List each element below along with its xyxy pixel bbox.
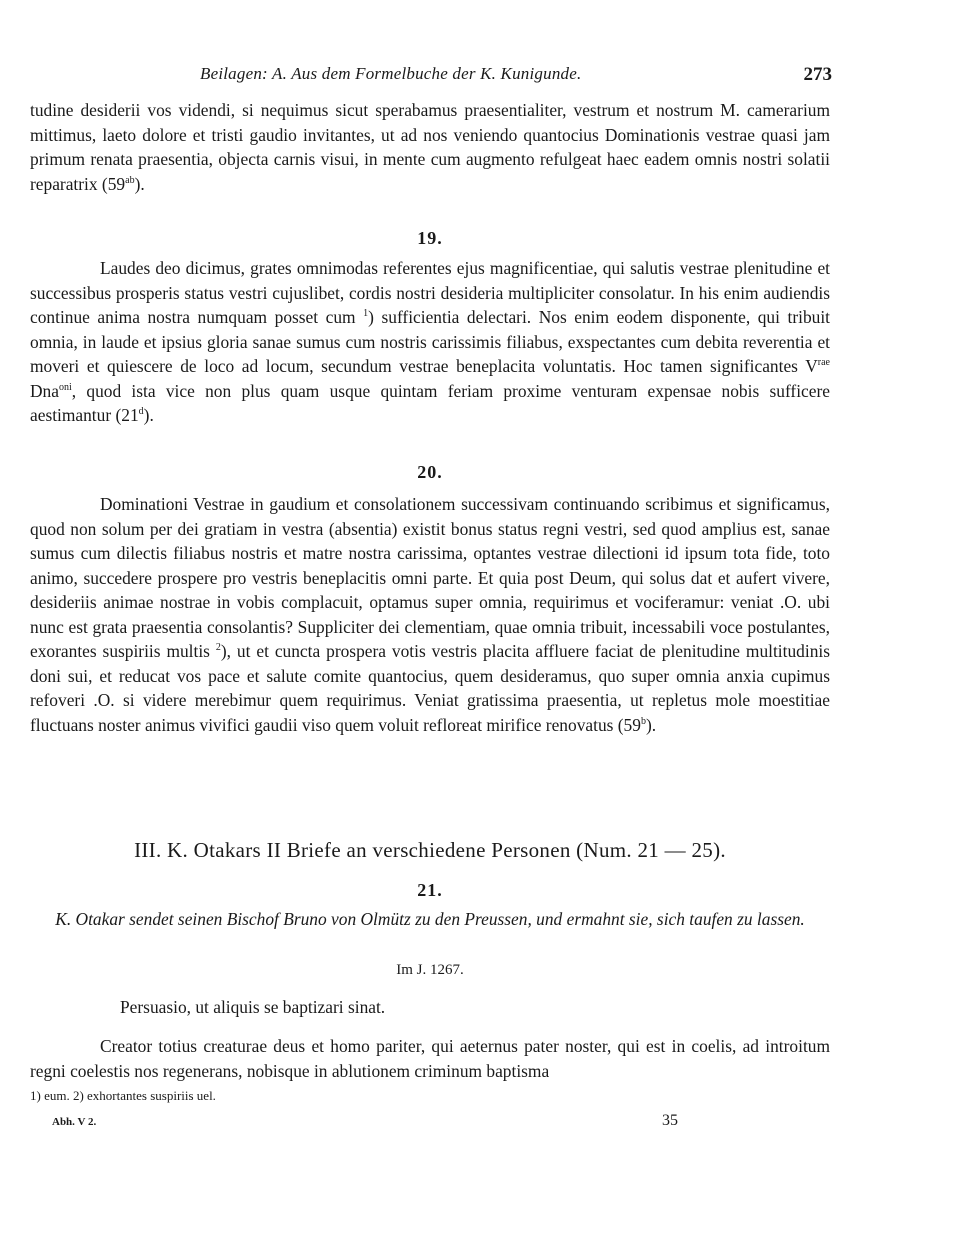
sheet-number: 35 (662, 1112, 678, 1129)
s20-ref-end: ). (645, 714, 657, 735)
footnote-ref-2: 2 (215, 642, 221, 654)
s19-abbr-sup-1: rae (817, 357, 830, 369)
part-iii-heading: III. K. Otakars II Briefe an verschiedene Personen (Num. 21 — 25). (134, 838, 726, 862)
section-20-paragraph (30, 492, 830, 737)
s20-ref-sup: b (640, 715, 646, 727)
running-title: Beilagen: A. Aus dem Formelbuche der K. Kunigunde. (200, 64, 582, 83)
s19-text-b: ) sufficientia delectari. Nos enim eodem disponente, qui tribuit omnia, in laude et ipsius gloria sanae sumus cum nostris carissimis filiabus, exspectantes cum debita reverentia et moveri et quiescere de loco ad locum, secundum vestrae beneplacita voluntatis. Hoc tamen significantes V (30, 307, 830, 376)
continuation-text: tudine desiderii vos videndi, si nequimus sicut sperabamus praesentialiter, vestrum et nostrum M. camerarium mittimus, laeto dolore et tristi gaudio invitantes, ut ad nos veniendo quantocius Dominationis vestrae quasi jam primum renata praesentia, objecta carnis visui, in mente cum augmento refulgeat haec eadem omnis nostri solatii reparatrix (59 (30, 100, 830, 194)
signature-mark: Abh. V 2. (52, 1116, 97, 1128)
continuation-paragraph (30, 98, 830, 196)
section-number-21: 21. (417, 880, 443, 900)
s21-text: Creator totius creaturae deus et homo pariter, qui aeternus pater noster, qui est in coelis, ad introitum regni coelestis nos regenerans, nobisque in ablutionem criminum baptisma (30, 1036, 830, 1081)
section-21-summary: K. Otakar sendet seinen Bischof Bruno von Olmütz zu den Preussen, und ermahnt sie, sich taufen zu lassen. (55, 909, 805, 929)
subject-line: Persuasio, ut aliquis se baptizari sinat. (120, 997, 386, 1017)
s19-abbr-sup-2: oni (58, 381, 72, 393)
section-21-date: Im J. 1267. (396, 962, 464, 978)
footnote-ref-1: 1 (363, 308, 369, 320)
section-number-19: 19. (417, 228, 443, 248)
running-head (0, 64, 960, 90)
section-number-20: 20. (417, 462, 443, 482)
s20-text-a: Dominationi Vestrae in gaudium et consolationem successivam continuando scribimus et significamus, quod non solum per dei gratiam in vestra (absentia) existit bonus status regni vestri, sed quod amplius est, sanae sumus cum dilectis filiabus nostris et matre nostra carissima, optantes vestrae dilectioni id ipsum tota fide, toto animo, succedere prospere pro vestris beneplacitis omni parte. Et quia post Deum, qui solus dat et aufert vivere, desideriis animae nostrae in vobis complacuit, optamus super omnia, requirimus et vociferamur: veniat .O. ubi nunc est grata praesentia consolantis? Suppliciter dei clementiam, quae omnia tribuit, incessabili voce postulantes, exorantes suspiriis multis (30, 494, 830, 661)
s19-text-c: Dna (30, 380, 59, 401)
s19-ref-sup: d (138, 406, 144, 418)
section-21-paragraph (30, 1034, 830, 1083)
continuation-ref-end: ). (134, 173, 145, 194)
section-21-subject (30, 995, 830, 1020)
s20-text-b: ), ut et cuncta prospera votis vestris placita affluere faciat de plenitudine multitudinis doni sui, et reducat vos pace et salute comite quantocius, quem desideramus, quo super omnia anxia cupimus refoveri .O. si videre merebimur quem requirimus. Veniat gratissima praesentia, ut repletus mole moestitiae fluctuans noster animus vivifici gaudii viso quem voluit refloreat mirifice renovatus (59 (30, 641, 830, 735)
s19-text-a: Laudes deo dicimus, grates omnimodas referentes ejus magnificentiae, qui salutis vestrae plenitudine et successibus prosperis status vestri cujuslibet, cordis nostri desideria multipliciter consolatur. In his enim audiendis continue anima nostra numquam posset cum (30, 258, 830, 327)
page-number: 273 (803, 64, 832, 85)
section-19-paragraph (30, 256, 830, 428)
continuation-ref-sup: ab (125, 174, 135, 186)
footnotes: 1) eum. 2) exhortantes suspiriis uel. (30, 1088, 216, 1103)
s19-text-d: , quod ista vice non plus quam usque quintam feriam proxime venturam expensae nobis sufficere aestimantur (21 (30, 380, 830, 425)
s19-ref-end: ). (143, 405, 154, 425)
